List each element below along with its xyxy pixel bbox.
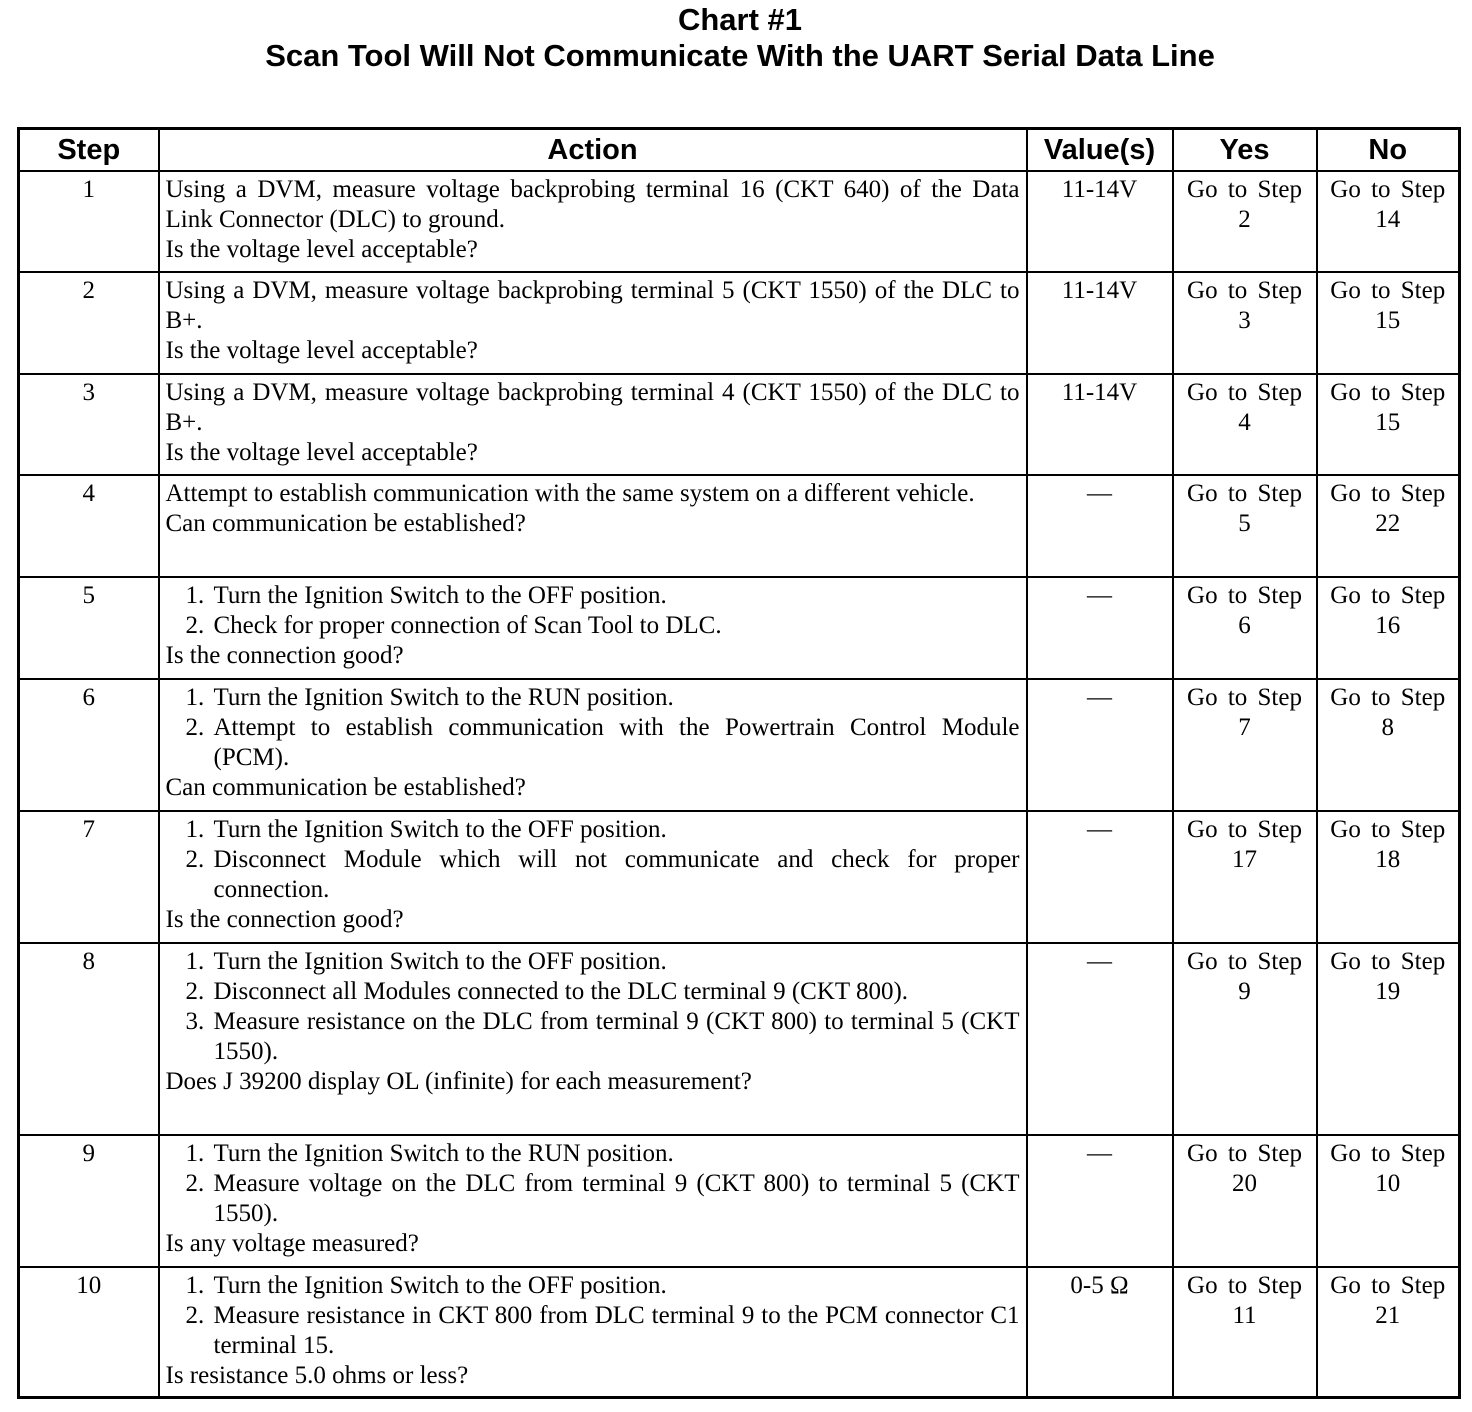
yes-goto-label: Go to Step: [1187, 684, 1302, 712]
yes-goto-label: Go to Step: [1187, 948, 1302, 976]
action-list-item: [186, 683, 1020, 713]
list-text: Measure resistance on the DLC from terminal 9 (CKT 800) to terminal 5 (CKT 1550).: [213, 1008, 1020, 1066]
value-cell: —: [1027, 811, 1173, 943]
action-question: Is any voltage measured?: [165, 1230, 419, 1258]
yes-cell: [1173, 1267, 1317, 1397]
chart-title: Chart #1: [677, 2, 803, 37]
yes-goto-label: Go to Step: [1187, 582, 1302, 610]
list-text: Turn the Ignition Switch to the OFF position.: [213, 1272, 667, 1300]
action-question: Is the voltage level acceptable?: [165, 236, 478, 263]
table-row: [19, 577, 1460, 679]
no-goto-label: Go to Step: [1330, 582, 1446, 610]
action-question: Can communication be established?: [165, 774, 526, 802]
list-text: Check for proper connection of Scan Tool to DLC.: [213, 612, 722, 640]
value-cell: —: [1027, 1135, 1173, 1267]
list-number: 2.: [185, 1302, 205, 1330]
table-row: [19, 374, 1460, 475]
no-cell: [1317, 1135, 1460, 1267]
chart-heading: [0, 2, 1472, 74]
list-text: Attempt to establish communication with the Powertrain Control Module (PCM).: [213, 714, 1020, 772]
yes-cell: [1173, 679, 1317, 811]
list-number: 1.: [185, 582, 205, 610]
no-goto-step: 21: [1375, 1302, 1401, 1330]
yes-goto-step: 4: [1238, 409, 1251, 437]
action-text: Using a DVM, measure voltage backprobing terminal 5 (CKT 1550) of the DLC to B+.: [165, 277, 1020, 335]
value-cell: —: [1027, 577, 1173, 679]
action-question: Is the connection good?: [165, 642, 404, 670]
no-goto-step: 14: [1375, 206, 1401, 233]
no-cell: [1317, 374, 1460, 475]
no-cell: [1317, 679, 1460, 811]
yes-goto-step: 11: [1232, 1302, 1257, 1330]
action-list-item: [186, 713, 1020, 773]
no-goto-step: 10: [1375, 1170, 1401, 1198]
no-goto-label: Go to Step: [1330, 816, 1446, 844]
value-cell: 0-5 Ω: [1027, 1267, 1173, 1397]
no-goto-label: Go to Step: [1330, 176, 1446, 203]
no-goto-step: 15: [1375, 409, 1401, 437]
action-question: Is the connection good?: [165, 906, 404, 934]
yes-cell: [1173, 943, 1317, 1135]
no-cell: [1317, 272, 1460, 374]
action-cell: [159, 171, 1027, 272]
list-number: 2.: [185, 612, 205, 640]
list-number: 1.: [185, 816, 205, 844]
no-cell: [1317, 171, 1460, 272]
list-text: Measure voltage on the DLC from terminal 9 (CKT 800) to terminal 5 (CKT 1550).: [213, 1170, 1020, 1228]
action-cell: [159, 679, 1027, 811]
table-row: [19, 171, 1460, 272]
action-list-item: [186, 947, 1020, 977]
list-text: Measure resistance in CKT 800 from DLC terminal 9 to the PCM connector C1 terminal 15.: [213, 1302, 1020, 1360]
table-row: [19, 943, 1460, 1135]
table-row: [19, 811, 1460, 943]
value-cell: 11-14V: [1027, 374, 1173, 475]
no-goto-step: 18: [1375, 846, 1401, 874]
list-text: Turn the Ignition Switch to the RUN position.: [213, 1140, 674, 1168]
yes-goto-label: Go to Step: [1187, 1140, 1302, 1168]
value-cell: —: [1027, 475, 1173, 577]
yes-goto-label: Go to Step: [1187, 277, 1302, 305]
header-no: No: [1317, 129, 1460, 172]
yes-goto-label: Go to Step: [1187, 176, 1302, 203]
list-number: 1.: [185, 948, 205, 976]
step-cell: 3: [19, 374, 159, 475]
table-body: [19, 171, 1460, 1398]
no-goto-step: 15: [1375, 307, 1401, 335]
action-list-item: [186, 1271, 1020, 1301]
header-action: Action: [159, 129, 1027, 172]
no-goto-label: Go to Step: [1330, 480, 1446, 508]
value-cell: —: [1027, 943, 1173, 1135]
no-cell: [1317, 943, 1460, 1135]
yes-cell: [1173, 374, 1317, 475]
step-cell: 9: [19, 1135, 159, 1267]
action-list-item: [186, 977, 1020, 1007]
list-number: 2.: [185, 846, 205, 874]
diagnostic-table: [17, 127, 1461, 1399]
step-cell: 4: [19, 475, 159, 577]
table-row: [19, 679, 1460, 811]
yes-goto-step: 17: [1232, 846, 1257, 874]
header-values: Value(s): [1027, 129, 1173, 172]
table-row: [19, 475, 1460, 577]
no-goto-step: 8: [1381, 714, 1394, 742]
no-goto-step: 16: [1375, 612, 1401, 640]
action-list-item: [186, 1169, 1020, 1229]
action-text: Attempt to establish communication with the same system on a different vehicle.: [165, 480, 975, 508]
action-list-item: [186, 1007, 1020, 1067]
header-row: [19, 129, 1460, 172]
table-row: [19, 1135, 1460, 1267]
action-list-item: [186, 581, 1020, 611]
action-list-item: [186, 611, 1020, 641]
no-goto-step: 19: [1375, 978, 1401, 1006]
yes-goto-step: 3: [1238, 307, 1251, 335]
list-text: Turn the Ignition Switch to the OFF position.: [213, 582, 667, 610]
yes-goto-label: Go to Step: [1187, 379, 1302, 407]
action-text: Using a DVM, measure voltage backprobing terminal 4 (CKT 1550) of the DLC to B+.: [165, 379, 1020, 437]
step-cell: 5: [19, 577, 159, 679]
action-cell: [159, 811, 1027, 943]
list-number: 3.: [185, 1008, 205, 1036]
list-text: Turn the Ignition Switch to the OFF position.: [213, 948, 667, 976]
action-question: Is resistance 5.0 ohms or less?: [165, 1362, 469, 1390]
no-goto-label: Go to Step: [1330, 379, 1446, 407]
action-question: Does J 39200 display OL (infinite) for each measurement?: [165, 1068, 752, 1096]
step-cell: 10: [19, 1267, 159, 1397]
list-text: Disconnect all Modules connected to the DLC terminal 9 (CKT 800).: [213, 978, 909, 1006]
value-cell: 11-14V: [1027, 171, 1173, 272]
no-cell: [1317, 475, 1460, 577]
value-cell: —: [1027, 679, 1173, 811]
yes-goto-step: 20: [1232, 1170, 1257, 1198]
chart-subtitle: Scan Tool Will Not Communicate With the UART Serial Data Line: [265, 38, 1215, 73]
table-row: [19, 272, 1460, 374]
action-cell: [159, 577, 1027, 679]
list-number: 1.: [185, 1272, 205, 1300]
step-cell: 6: [19, 679, 159, 811]
yes-goto-label: Go to Step: [1187, 816, 1302, 844]
list-number: 1.: [185, 684, 205, 712]
action-cell: [159, 1267, 1027, 1397]
action-cell: [159, 475, 1027, 577]
action-question: Is the voltage level acceptable?: [165, 439, 478, 467]
yes-cell: [1173, 1135, 1317, 1267]
list-number: 2.: [185, 1170, 205, 1198]
action-list-item: [186, 1139, 1020, 1169]
action-question: Is the voltage level acceptable?: [165, 337, 478, 365]
list-number: 2.: [185, 978, 205, 1006]
list-number: 1.: [185, 1140, 205, 1168]
step-cell: 7: [19, 811, 159, 943]
action-cell: [159, 374, 1027, 475]
yes-cell: [1173, 171, 1317, 272]
action-list-item: [186, 1301, 1020, 1361]
yes-cell: [1173, 272, 1317, 374]
header-step: Step: [19, 129, 159, 172]
header-yes: Yes: [1173, 129, 1317, 172]
no-goto-label: Go to Step: [1330, 1272, 1446, 1300]
step-cell: 8: [19, 943, 159, 1135]
no-goto-step: 22: [1375, 510, 1401, 538]
list-text: Turn the Ignition Switch to the RUN position.: [213, 684, 674, 712]
no-cell: [1317, 1267, 1460, 1397]
no-goto-label: Go to Step: [1330, 684, 1446, 712]
action-cell: [159, 1135, 1027, 1267]
list-number: 2.: [185, 714, 205, 742]
yes-goto-label: Go to Step: [1187, 1272, 1302, 1300]
action-cell: [159, 943, 1027, 1135]
no-goto-label: Go to Step: [1330, 277, 1446, 305]
yes-cell: [1173, 577, 1317, 679]
yes-goto-step: 6: [1238, 612, 1251, 640]
list-text: Turn the Ignition Switch to the OFF position.: [213, 816, 667, 844]
action-text: Using a DVM, measure voltage backprobing terminal 16 (CKT 640) of the Data Link Connector (DLC) to ground.: [165, 176, 1020, 233]
step-cell: 2: [19, 272, 159, 374]
no-cell: [1317, 577, 1460, 679]
action-cell: [159, 272, 1027, 374]
yes-goto-label: Go to Step: [1187, 480, 1302, 508]
yes-goto-step: 2: [1238, 206, 1251, 233]
action-question: Can communication be established?: [165, 510, 526, 538]
yes-cell: [1173, 475, 1317, 577]
yes-goto-step: 7: [1238, 714, 1251, 742]
yes-goto-step: 9: [1238, 978, 1251, 1006]
step-cell: 1: [19, 171, 159, 272]
list-text: Disconnect Module which will not communicate and check for proper connection.: [213, 846, 1020, 904]
no-goto-label: Go to Step: [1330, 1140, 1446, 1168]
action-list-item: [186, 815, 1020, 845]
value-cell: 11-14V: [1027, 272, 1173, 374]
yes-cell: [1173, 811, 1317, 943]
yes-goto-step: 5: [1238, 510, 1251, 538]
action-list-item: [186, 845, 1020, 905]
no-goto-label: Go to Step: [1330, 948, 1446, 976]
no-cell: [1317, 811, 1460, 943]
table-row: [19, 1267, 1460, 1397]
